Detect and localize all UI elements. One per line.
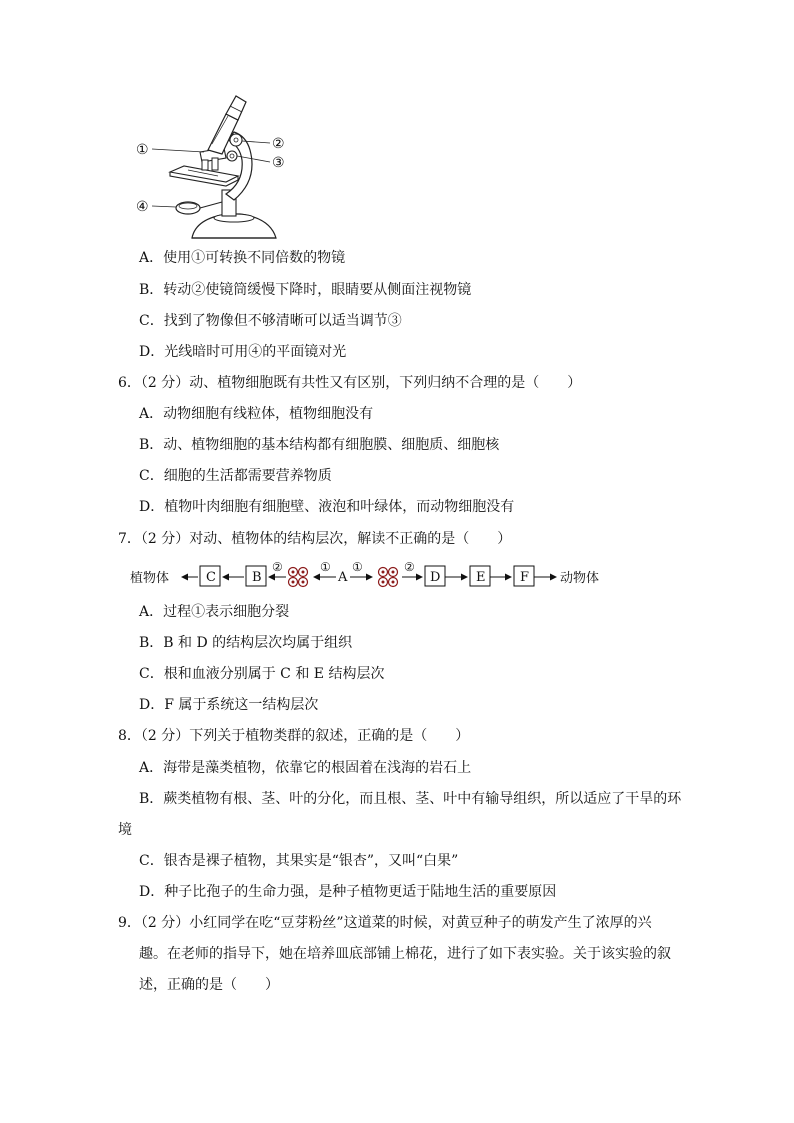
microscope-figure bbox=[130, 90, 300, 245]
animal-body-label: 动物体 bbox=[560, 571, 600, 586]
q6-option-b: B．动、植物细胞的基本结构都有细胞膜、细胞质、细胞核 bbox=[139, 437, 500, 453]
cell-a: A bbox=[338, 570, 348, 585]
process-1-left: ① bbox=[320, 560, 331, 574]
label-1: ① bbox=[136, 142, 149, 158]
q7-option-b: B．B 和 D 的结构层次均属于组织 bbox=[139, 635, 353, 651]
structure-level-diagram bbox=[130, 560, 610, 594]
process-2-right: ② bbox=[404, 560, 415, 574]
q8-option-b-cont: 境 bbox=[118, 822, 132, 838]
q8-option-a: A．海带是藻类植物，依靠它的根固着在浅海的岩石上 bbox=[139, 760, 472, 776]
label-3: ③ bbox=[272, 155, 285, 171]
q6-stem: 6．（2 分）动、植物细胞既有共性又有区别，下列归纳不合理的是（ ） bbox=[118, 375, 582, 391]
q9-stem-line-3: 述，正确的是（ ） bbox=[139, 977, 279, 993]
q6-option-d: D．植物叶肉细胞有细胞壁、液泡和叶绿体，而动物细胞没有 bbox=[139, 499, 515, 515]
q7-option-c: C．根和血液分别属于 C 和 E 结构层次 bbox=[139, 666, 385, 682]
cell-group-right bbox=[379, 568, 398, 587]
process-1-right: ① bbox=[352, 560, 363, 574]
box-b: B bbox=[252, 570, 262, 585]
box-e: E bbox=[476, 570, 486, 585]
q7-option-a: A．过程①表示细胞分裂 bbox=[139, 604, 290, 620]
q6-option-a: A．动物细胞有线粒体，植物细胞没有 bbox=[139, 406, 374, 422]
q5-option-b: B．转动②使镜筒缓慢下降时，眼睛要从侧面注视物镜 bbox=[139, 282, 472, 298]
q9-stem-line-2: 趣。在老师的指导下，她在培养皿底部铺上棉花，进行了如下表实验。关于该实验的叙 bbox=[139, 946, 671, 962]
box-c: C bbox=[206, 570, 216, 585]
q5-option-a: A．使用①可转换不同倍数的物镜 bbox=[139, 250, 346, 266]
label-2: ② bbox=[272, 136, 285, 152]
label-4: ④ bbox=[136, 199, 149, 215]
q8-option-c: C．银杏是裸子植物，其果实是“银杏”，又叫“白果” bbox=[139, 853, 459, 869]
q6-option-c: C．细胞的生活都需要营养物质 bbox=[139, 468, 332, 484]
q8-option-d: D．种子比孢子的生命力强，是种子植物更适于陆地生活的重要原因 bbox=[139, 884, 557, 900]
q9-stem-line-1: 9．（2 分）小红同学在吃“豆芽粉丝”这道菜的时候，对黄豆种子的萌发产生了浓厚的兴 bbox=[118, 915, 652, 931]
q7-option-d: D．F 属于系统这一结构层次 bbox=[139, 697, 319, 713]
q5-option-c: C．找到了物像但不够清晰可以适当调节③ bbox=[139, 313, 402, 329]
q7-stem: 7．（2 分）对动、植物体的结构层次，解读不正确的是（ ） bbox=[118, 531, 512, 547]
q8-option-b: B．蕨类植物有根、茎、叶的分化，而且根、茎、叶中有输导组织，所以适应了干旱的环 bbox=[139, 791, 682, 807]
cell-group-left bbox=[289, 568, 308, 587]
q5-option-d: D．光线暗时可用④的平面镜对光 bbox=[139, 344, 347, 360]
process-2-left: ② bbox=[272, 560, 283, 574]
box-f: F bbox=[520, 570, 530, 585]
plant-body-label: 植物体 bbox=[130, 571, 170, 586]
q8-stem: 8．（2 分）下列关于植物类群的叙述，正确的是（ ） bbox=[118, 728, 470, 744]
box-d: D bbox=[430, 570, 441, 585]
